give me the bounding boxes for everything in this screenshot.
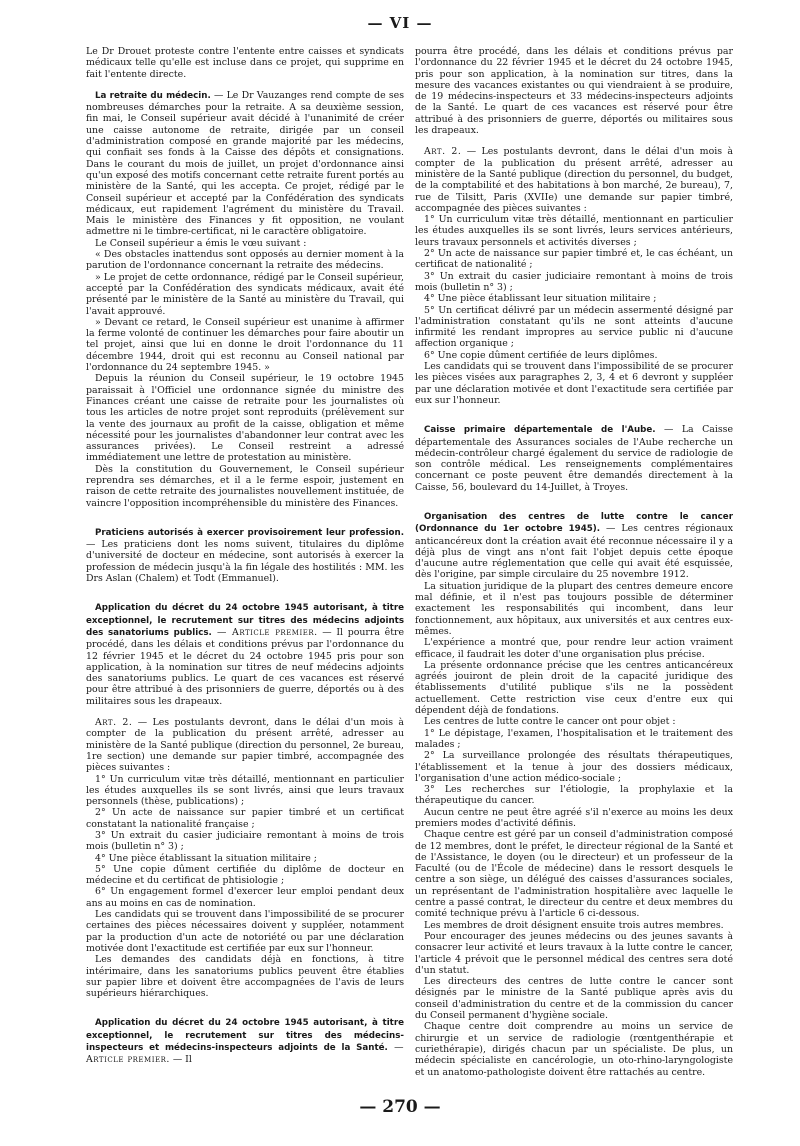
paragraph <box>415 361 733 406</box>
paragraph-text: Les demandes des candidats déjà en fonctions, à titre intérimaire, dans les sanatoriums publics peuvent être établies sur papier libre et doivent être accompagnées de l'avis de leurs supérieurs hiérarchiques. <box>86 954 404 1000</box>
section-heading: Organisation des centres de lutte contre le cancer (Ordonnance du 1er octobre 1945). <box>415 511 733 535</box>
paragraph-text: Les centres de lutte contre le cancer ont pour objet : <box>424 716 676 728</box>
paragraph-text: 3° Un extrait du casier judiciaire remontant à moins de trois mois (bulletin n° 3) ; <box>415 270 733 293</box>
paragraph <box>86 774 404 808</box>
article-label: — Article premier. <box>86 1042 405 1066</box>
paragraph <box>415 271 733 294</box>
paragraph-spacer <box>86 584 404 602</box>
section-heading: Application du décret du 24 octobre 1945 autorisant, à titre exceptionnel, le recrutement sur titres des médecins-inspecteurs et médecins-inspecteurs adjoints de la Santé. <box>86 1018 404 1054</box>
paragraph-text: — Les postulants devront, dans le délai d'un mois à compter de la publication du présent arrêté, adresser au ministère de la Santé publique (direction du personnel, du budget, de la comptabilité et des habitations à bon marché, 2e bureau), 7, rue de Tilsitt, Paris (XVIIe) une demande sur papier timbré, accompagnée des pièces suivantes : <box>415 146 733 214</box>
paragraph-text: 6° Une copie dûment certifiée de leurs diplômes. <box>424 349 658 361</box>
paragraph-text: Chaque centre est géré par un conseil d'administration composé de 12 membres, dont le préfet, le directeur régional de la Santé et de l'Assistance, le doyen (ou le directeur) et un professeur de la Faculté (ou de l'École de médecine) dans le ressort desquels le centre a son siège, un délégué des caisses d'assurances sociales, un représentant de l'administration hospitalière avec laquelle le centre a passé contrat, le directeur du centre et deux membres du comité technique prévu à l'article 6 ci-dessous. <box>415 829 733 920</box>
paragraph-text: La situation juridique de la plupart des centres demeure encore mal définie, et il n'est pas toujours possible de déterminer exactement les responsabilités qui incombent, dans leur fonctionnement, aux hôpitaux, aux universités et aux centres eux-mêmes. <box>415 580 733 637</box>
paragraph-text: — Les praticiens dont les noms suivent, titulaires du diplôme d'université de docteur en médecine, sont autorisés à exercer la profession de médecin jusqu'à la fin légale des hostilités : MM. les Drs Aslan (Chalem) et Todt (Emmanuel). <box>86 539 404 585</box>
page-number: — 270 — <box>359 1097 441 1117</box>
paragraph-text: Pour encourager des jeunes médecins ou des jeunes savants à consacrer leur activité et leurs travaux à la lutte contre le cancer, l'article 4 prévoit que le personnel médical des centres sera doté d'un statut. <box>415 930 733 976</box>
paragraph <box>415 350 733 361</box>
paragraph <box>86 464 404 509</box>
paragraph-spacer <box>86 509 404 527</box>
paragraph-text: » Devant ce retard, le Conseil supérieur est unanime à affirmer la ferme volonté de continuer les démarches pour faire aboutir un tel projet, ainsi que lui en donne le droit l'ordonnance du 11 décembre 1944, droit qui est reconnu au Conseil national par l'ordonnance du 24 septembre 1945. » <box>86 316 404 374</box>
paragraph-spacer <box>86 707 404 717</box>
paragraph <box>86 317 404 373</box>
paragraph-text: — Les centres régionaux anticancéreux dont la création avait été reconnue nécessaire il y a déjà plus de vingt ans n'ont fait l'objet depuis cette époque d'aucune autre réglementation que celle qui avait été esquissée, dès l'origine, par simple circulaire du 25 novembre 1912. <box>415 523 734 581</box>
paragraph <box>415 146 733 214</box>
paragraph-text: Dès la constitution du Gouvernement, le Conseil supérieur reprendra ses démarches, et il a le ferme espoir, justement en raison de cette retraite des journalistes nouvellement instituée, de vaincre l'opposition incompréhensible du ministère des Finances. <box>86 463 404 509</box>
paragraph <box>86 46 404 80</box>
paragraph-text: 2° Un acte de naissance sur papier timbré et, le cas échéant, un certificat de nationalité ; <box>415 248 733 271</box>
paragraph <box>415 784 733 807</box>
section-heading: Caisse primaire départementale de l'Aube. <box>424 425 656 436</box>
paragraph-text: L'expérience a montré que, pour rendre leur action vraiment efficace, il faudrait les doter d'une organisation plus précise. <box>415 637 733 660</box>
paragraph <box>415 716 733 727</box>
paragraph-text: 3° Les recherches sur l'étiologie, la prophylaxie et la thérapeutique du cancer. <box>415 784 733 807</box>
paragraph-text: « Des obstacles inattendus sont opposés au dernier moment à la parution de l'ordonnance concernant la retraite des médecins. <box>86 249 404 272</box>
paragraph <box>86 272 404 317</box>
paragraph <box>415 660 733 716</box>
paragraph-text: Les membres de droit désignent ensuite trois autres membres. <box>424 919 724 931</box>
section-paragraph <box>86 1017 404 1065</box>
article-label: Art. 2. <box>424 146 462 158</box>
paragraph-text: Le Dr Drouet proteste contre l'entente entre caisses et syndicats médicaux telle qu'elle est incluse dans ce projet, qui supprime en fait l'entente directe. <box>86 46 404 80</box>
section-paragraph <box>86 527 404 584</box>
section-paragraph <box>86 602 404 707</box>
paragraph-text: pourra être procédé, dans les délais et conditions prévus par l'ordonnance du 22 février 1945 et le décret du 24 octobre 1945, pris pour son application, à la nomination sur titres, dans la mesure des vacances existantes ou qui viendraient à se produire, de 19 médecins-inspecteurs et 33 médecins-inspecteurs adjoints de la Santé. Le quart de ces vacances est réservé pour être attribué à des prisonniers de guerre, déportés ou militaires sous les drapeaux. <box>415 46 733 137</box>
paragraph-text: Aucun centre ne peut être agréé s'il n'exerce au moins les deux premiers modes d'activité définis. <box>415 806 733 829</box>
paragraph-spacer <box>415 406 733 424</box>
paragraph <box>415 728 733 751</box>
paragraph-text: — Le Dr Vauzanges rend compte de ses nombreuses démarches pour la retraite. A sa deuxième session, fin mai, le Conseil supérieur avait décidé à l'unanimité de créer une caisse autonome de retraite, dirigée par un conseil d'administration composé en grande majorité par les médecins, qui confiait ses fonds à la Caisse des dépôts et consignations. Dans le courant du mois de juillet, un projet d'ordonnance ainsi qu'un exposé des motifs concernant cette retraite furent portés au ministère de la Santé, qui les accepta. Ce projet, rédigé par le Conseil supérieur et accepté par la Confédération des syndicats médicaux, eut rapidement l'agrément du ministère du Travail. Mais le ministère des Finances y fit opposition, ne voulant admettre ni le timbre-certificat, ni le caractère obligatoire. <box>86 89 405 238</box>
paragraph <box>415 976 733 1021</box>
page-header: — VI — <box>367 14 433 32</box>
paragraph <box>415 750 733 784</box>
section-paragraph <box>415 424 733 493</box>
paragraph <box>415 46 733 136</box>
article-label: Art. 2. <box>95 717 133 729</box>
paragraph <box>86 238 404 249</box>
paragraph <box>415 807 733 830</box>
paragraph-text: 4° Une pièce établissant leur situation militaire ; <box>424 293 657 305</box>
paragraph-text: — La Caisse départementale des Assurances sociales de l'Aube recherche un médecin-contrôleur chargé également du service de radiologie de son contrôle médical. Les renseignements complémentaires concernant ce poste peuvent être demandés directement à la Caisse, 56, boulevard du 14-Juillet, à Troyes. <box>415 424 734 493</box>
paragraph <box>86 717 404 773</box>
paragraph-text: Les candidats qui se trouvent dans l'impossibilité de se procurer les pièces visées aux paragraphes 2, 3, 4 et 6 devront y suppléer par une déclaration motivée et dont l'exactitude sera certifiée par eux sur l'honneur. <box>415 361 733 406</box>
right-column <box>415 46 733 1078</box>
paragraph <box>415 305 733 350</box>
left-column <box>86 46 404 1066</box>
paragraph-text: 5° Un certificat délivré par un médecin assermenté désigné par l'administration constatant qu'ils ne sont atteints d'aucune infirmité les rendant impropres au service public ni d'aucune affection organique ; <box>415 304 733 350</box>
paragraph <box>86 373 404 463</box>
paragraph-text: — Il <box>169 1054 192 1066</box>
section-heading: La retraite du médecin. <box>95 90 211 101</box>
paragraph <box>415 920 733 931</box>
paragraph <box>86 909 404 954</box>
paragraph <box>415 248 733 271</box>
paragraph-text: Depuis la réunion du Conseil supérieur, le 19 octobre 1945 paraissait à l'Officiel une ordonnance signée du ministre des Finances créant une caisse de retraite pour les journalistes où tous les articles de notre projet sont reproduits (prélèvement sur la vente des journaux au profit de la caisse, obligation et même nécessité pour les journalistes d'abandonner leur contrat avec les assurances privées). Le Conseil restreint a adressé immédiatement une lettre de protestation au ministère. <box>86 373 404 464</box>
paragraph-text: Le Conseil supérieur a émis le vœu suivant : <box>95 237 307 249</box>
paragraph-text: 2° La surveillance prolongée des résultats thérapeutiques, l'établissement et la tenue à jour des dossiers médicaux, l'organisation d'une action médico-sociale ; <box>415 750 733 784</box>
paragraph-text: La présente ordonnance précise que les centres anticancéreux agréés jouiront de plein droit de la capacité juridique des établissements d'utilité publique s'ils ne la possèdent actuellement. Cette restriction vise ceux d'entre eux qui dépendent déjà de fondations. <box>415 659 733 717</box>
paragraph-spacer <box>86 999 404 1017</box>
paragraph <box>86 886 404 909</box>
paragraph <box>415 293 733 304</box>
paragraph-text: 5° Une copie dûment certifiée du diplôme de docteur en médecine et du certificat de phtisiologie ; <box>86 863 404 887</box>
paragraph <box>415 581 733 637</box>
paragraph-spacer <box>415 136 733 146</box>
paragraph <box>415 637 733 660</box>
paragraph-text: Les candidats qui se trouvent dans l'impossibilité de se procurer certaines des pièces nécessaires doivent y suppléer, notamment par la production d'un acte de notoriété ou par une déclaration motivée dont l'exactitude est certifiée par eux sur l'honneur. <box>86 909 404 954</box>
section-paragraph <box>86 90 404 238</box>
paragraph <box>415 829 733 919</box>
paragraph <box>86 864 404 887</box>
section-heading: Praticiens autorisés à exercer provisoirement leur profession. <box>95 527 404 538</box>
paragraph-text: Les directeurs des centres de lutte contre le cancer sont désignés par le ministre de la Santé publique après avis du conseil d'administration du centre et de la commission du cancer du Conseil permanent d'hygiène sociale. <box>415 976 733 1022</box>
paragraph-text: 4° Une pièce établissant la situation militaire ; <box>95 852 317 864</box>
paragraph-text: 6° Un engagement formel d'exercer leur emploi pendant deux ans au moins en cas de nomination. <box>86 886 404 909</box>
paragraph-spacer <box>86 80 404 90</box>
paragraph <box>86 807 404 830</box>
paragraph-text: 1° Un curriculum vitæ très détaillé, mentionnant en particulier les études auxquelles ils se sont livrés, ainsi que leurs travaux personnels (thèse, publications) ; <box>86 773 404 808</box>
paragraph-text: — Les postulants devront, dans le délai d'un mois à compter de la publication du présent arrêté, adresser au ministère de la Santé publique (direction du personnel, 2e bureau, 1re section) une demande sur papier timbré, accompagnée des pièces suivantes : <box>86 717 404 774</box>
paragraph-text: — Il pourra être procédé, dans les délais et conditions prévus par l'ordonnance du 12 février 1945 et le décret du 24 octobre 1945 pris pour son application, à la nomination sur titres de neuf médecins adjoints des sanatoriums publics. Le quart de ces vacances est réservé pour être attribué à des prisonniers de guerre, déportés ou à des militaires sous les drapeaux. <box>86 626 404 707</box>
paragraph <box>86 249 404 272</box>
paragraph <box>415 931 733 976</box>
section-heading: Application du décret du 24 octobre 1945 autorisant, à titre exceptionnel, le recrutement sur titres des médecins adjoints des sanatoriums publics. <box>86 603 404 638</box>
paragraph-text: 2° Un acte de naissance sur papier timbré et un certificat constatant la nationalité française ; <box>86 807 404 830</box>
section-paragraph <box>415 511 733 581</box>
article-label: — Article premier. <box>211 626 318 638</box>
paragraph <box>415 214 733 248</box>
paragraph-text: 1° Un curriculum vitæ très détaillé, mentionnant en particulier les études auxquelles ils se sont livrés, leurs services antérieurs, leurs travaux personnels et activités diverses ; <box>415 214 733 248</box>
paragraph-spacer <box>415 493 733 511</box>
paragraph-text: Chaque centre doit comprendre au moins un service de chirurgie et un service de radiologie (rœntgenthérapie et curiethérapie), dirigés chacun par un spécialiste. De plus, un médecin spécialiste en cancérologie, un oto-rhino-laryngologiste et un anatomo-pathologiste doivent être rattachés au centre. <box>415 1021 733 1078</box>
paragraph-text: 1° Le dépistage, l'examen, l'hospitalisation et le traitement des malades ; <box>415 727 733 750</box>
paragraph-text: 3° Un extrait du casier judiciaire remontant à moins de trois mois (bulletin n° 3) ; <box>86 830 404 853</box>
paragraph-text: » Le projet de cette ordonnance, rédigé par le Conseil supérieur, accepté par la Confédération des syndicats médicaux, avait été présenté par le ministère de la Santé au ministère du Travail, qui l'avait approuvé. <box>86 271 404 317</box>
paragraph <box>86 830 404 853</box>
paragraph <box>86 954 404 999</box>
paragraph <box>415 1021 733 1077</box>
paragraph <box>86 853 404 864</box>
